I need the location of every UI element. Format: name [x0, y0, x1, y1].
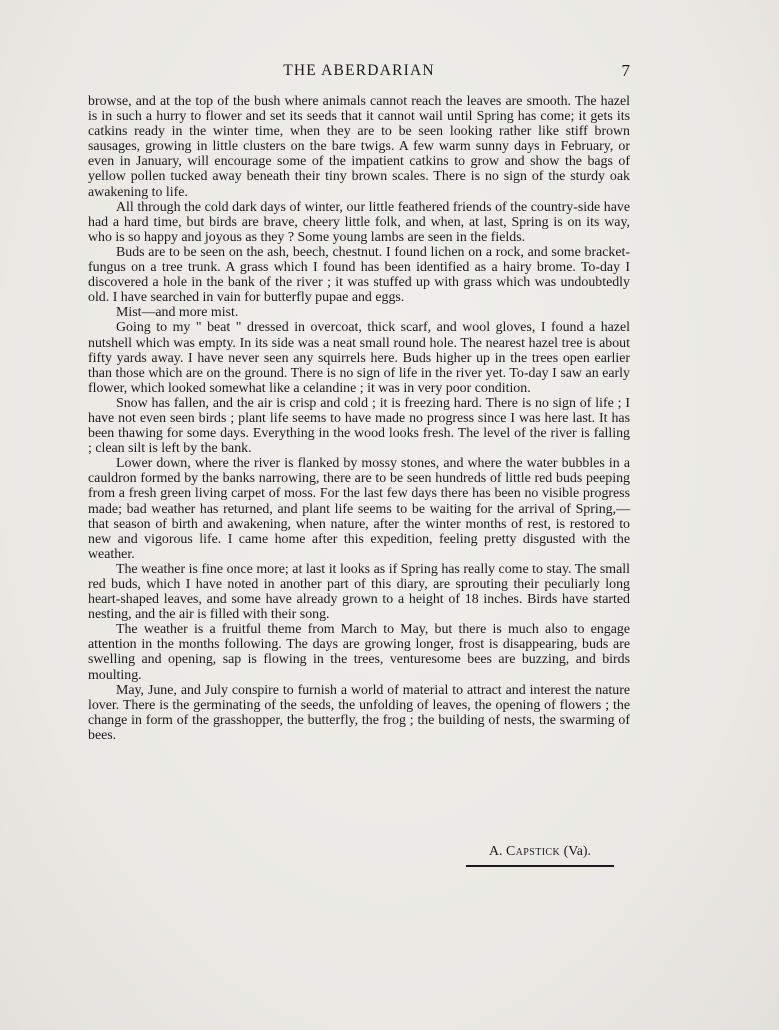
paragraph: The weather is fine once more; at last it looks as if Spring has really come to stay. The small red buds, which I have noted in another part of this diary, are sprouting their peculiarly long heart-shaped leaves, and some have already grown to a height of 18 inches. Birds have started nesting, and the air is filled with their song. [88, 561, 630, 623]
running-title: THE ABERDARIAN [283, 62, 435, 79]
paragraph: The weather is a fruitful theme from March to May, but there is much also to engage attention in the months following. The days are growing longer, frost is disappearing, buds are swelling and opening, sap is flowing in the trees, venturesome bees are buzzing, and birds moulting. [88, 622, 630, 683]
byline-rule [466, 865, 614, 867]
paragraph: browse, and at the top of the bush where animals cannot reach the leaves are smooth. The hazel is in such a hurry to flower and set its seeds that it cannot wail until Spring has come; it gets its catkins ready in the winter time, when they are to be seen looking rather like stiff brown sausages, growing in little clusters on the bare twigs. A few warm sunny days in February, or even in January, will encourage some of the impatient catkins to grow and show the bags of yellow pollen tucked away beneath their tiny brown scales. There is no sign of the sturdy oak awakening to life. [88, 94, 630, 200]
paragraph: All through the cold dark days of winter, our little feathered friends of the country-side have had a hard time, but birds are brave, cheery little folk, and when, at last, Spring is on its way, who is so happy and joyous as they ? Some young lambs are seen in the fields. [88, 199, 630, 245]
author-surname: Capstick [505, 844, 561, 859]
author-byline [466, 844, 614, 860]
paragraph: Buds are to be seen on the ash, beech, chestnut. I found lichen on a rock, and some bracket-fungus on a tree trunk. A grass which I found has been identified as a hairy brome. To-day I discovered a hole in the bank of the river ; it was stuffed up with grass which was undoubtedly old. I have searched in vain for butterfly pupae and eggs. [88, 244, 630, 306]
running-header [88, 62, 630, 82]
article-body [88, 94, 630, 743]
author-initial: A. [488, 844, 503, 859]
paragraph: May, June, and July conspire to furnish a world of material to attract and interest the nature lover. There is the germinating of the seeds, the unfolding of leaves, the opening of flowers ; the change in form of the grasshopper, the butterfly, the frog ; the building of nests, the swarming of bees. [88, 682, 630, 743]
paragraph: Lower down, where the river is flanked by mossy stones, and where the water bubbles in a cauldron formed by the banks narrowing, there are to be seen hundreds of little red buds peeping from a fresh green living carpet of moss. For the last few days there has been no visible progress made; bad weather has returned, and plant life seems to be waiting for the arrival of Spring,—that season of birth and awakening, when nature, after the winter months of rest, is restored to new and vigorous life. I came home after this expedition, feeling pretty disgusted with the weather. [88, 456, 630, 562]
author-form: (Va). [563, 844, 591, 859]
paragraph: Mist—and more mist. [116, 305, 239, 321]
page-number: 7 [621, 61, 630, 80]
paragraph: Going to my " beat " dressed in overcoat, thick scarf, and wool gloves, I found a hazel nutshell which was empty. In its side was a neat small round hole. The nearest hazel tree is about fifty yards away. I have never seen any squirrels here. Buds higher up in the trees open earlier than those which are on the ground. There is no sign of life in the river yet. To-day I saw an early flower, which looked somewhat like a celandine ; it was in very poor condition. [88, 320, 630, 396]
paragraph: Snow has fallen, and the air is crisp and cold ; it is freezing hard. There is no sign of life ; I have not even seen birds ; plant life seems to have made no progress since I was here last. It has been thawing for some days. Everything in the wood looks fresh. The level of the river is falling ; clean silt is left by the bank. [88, 395, 630, 457]
